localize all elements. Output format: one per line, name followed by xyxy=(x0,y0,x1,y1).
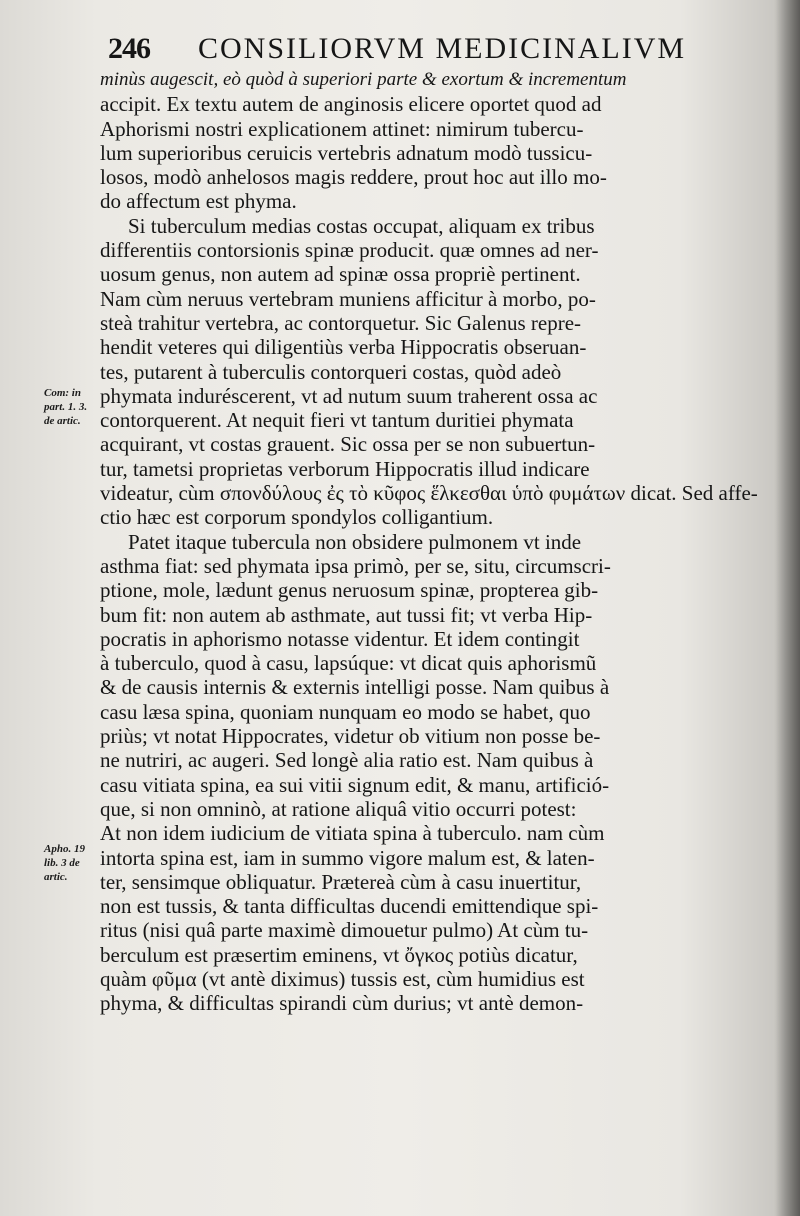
text-line: phymata induréscerent, vt ad nutum suum traherent ossa ac xyxy=(100,383,598,408)
margin-note-1 xyxy=(44,386,108,428)
text-line: ter, sensimque obliquatur. Prætereà cùm à casu inuertitur, xyxy=(100,869,582,894)
page-header xyxy=(108,32,768,72)
text-line: intorta spina est, iam in summo vigore malum est, & laten- xyxy=(100,845,595,870)
text-line: ctio hæc est corporum spondylos colligantium. xyxy=(100,505,494,530)
text-line: tur, tametsi proprietas verborum Hippocratis illud indicare xyxy=(100,456,590,481)
text-line: Patet itaque tubercula non obsidere pulmonem vt inde xyxy=(128,529,582,554)
text-line: priùs; vt notat Hippocrates, videtur ob vitium non posse be- xyxy=(100,724,601,749)
text-line: bum fit: non autem ab asthmate, aut tussi fit; vt verba Hip- xyxy=(100,602,593,627)
margin-note-line: Apho. 19 xyxy=(44,843,85,855)
margin-note-line: lib. 3 de xyxy=(44,857,80,869)
text-line: losos, modò anhelosos magis reddere, prout hoc aut illo mo- xyxy=(100,165,607,190)
text-line: Aphorismi nostri explicationem attinet: nimirum tubercu- xyxy=(100,116,584,141)
margin-note-line: de artic. xyxy=(44,415,81,427)
text-line: casu vitiata spina, ea sui vitii signum edit, & manu, artifició- xyxy=(100,772,610,797)
text-line: At non idem iudicium de vitiata spina à tuberculo. nam cùm xyxy=(100,821,605,846)
text-line: acquirant, vt costas grauent. Sic ossa per se non subuertun- xyxy=(100,432,596,457)
text-line: minùs augescit, eò quòd à superiori parte & exortum & incrementum xyxy=(100,69,627,90)
margin-note-2 xyxy=(44,842,108,884)
text-line: contorquerent. At nequit fieri vt tantum duritiei phymata xyxy=(100,408,574,433)
text-line: ptione, mole, lædunt genus neruosum spinæ, propterea gib- xyxy=(100,578,599,603)
text-line: berculum est præsertim eminens, vt ὄγκος potiùs dicatur, xyxy=(100,942,578,967)
body-text xyxy=(100,68,772,1016)
text-line: lum superioribus ceruicis vertebris adnatum modò tussicu- xyxy=(100,140,593,165)
text-line: accipit. Ex textu autem de anginosis elicere oportet quod ad xyxy=(100,92,602,117)
text-line: à tuberculo, quod à casu, lapsúque: vt dicat quis aphorismũ xyxy=(100,651,597,676)
text-line: phyma, & difficultas spirandi cùm durius; vt antè demon- xyxy=(100,991,584,1016)
text-line: Nam cùm neruus vertebram muniens afficitur à morbo, po- xyxy=(100,286,596,311)
text-line: non est tussis, & tanta difficultas ducendi emittendique spi- xyxy=(100,894,599,919)
text-line: tes, putarent à tuberculis contorqueri costas, quòd adeò xyxy=(100,359,562,384)
text-line: hendit veteres qui diligentiùs verba Hippocratis obseruan- xyxy=(100,335,587,360)
page-edge-shadow xyxy=(774,0,800,1216)
text-line: quàm φῦμα (vt antè diximus) tussis est, cùm humidius est xyxy=(100,966,585,991)
text-line: ne nutriri, ac augeri. Sed longè alia ratio est. Nam quibus à xyxy=(100,748,594,773)
text-line: do affectum est phyma. xyxy=(100,189,297,214)
text-line: uosum genus, non autem ad spinæ ossa propriè pertinent. xyxy=(100,262,581,287)
text-line: pocratis in aphorismo notasse videntur. Et idem contingit xyxy=(100,626,580,651)
text-line: steà trahitur vertebra, ac contorquetur. Sic Galenus repre- xyxy=(100,310,582,335)
margin-note-line: part. 1. 3. xyxy=(44,401,88,413)
text-line: & de causis internis & externis intelligi posse. Nam quibus à xyxy=(100,675,610,700)
text-line: Si tuberculum medias costas occupat, aliquam ex tribus xyxy=(128,213,595,238)
running-title: CONSILIORVM MEDICINALIVM xyxy=(198,32,687,65)
margin-note-line: artic. xyxy=(44,871,68,883)
text-line: casu læsa spina, quoniam nunquam eo modo se habet, quo xyxy=(100,699,591,724)
text-line: differentiis contorsionis spinæ producit. quæ omnes ad ner- xyxy=(100,238,599,263)
margin-note-line: Com: in xyxy=(44,387,81,399)
page-number: 246 xyxy=(108,32,150,65)
text-line: asthma fiat: sed phymata ipsa primò, per se, situ, circumscri- xyxy=(100,553,611,578)
text-line: que, si non omninò, at ratione aliquâ vitio occurri potest: xyxy=(100,796,577,821)
text-line: videatur, cùm σπονδύλους ἐς τὸ κῦφος ἕλκεσθαι ὑπὸ φυμάτων dicat. Sed affe- xyxy=(100,481,758,506)
text-line: ritus (nisi quâ parte maximè dimouetur pulmo) At cùm tu- xyxy=(100,918,589,943)
